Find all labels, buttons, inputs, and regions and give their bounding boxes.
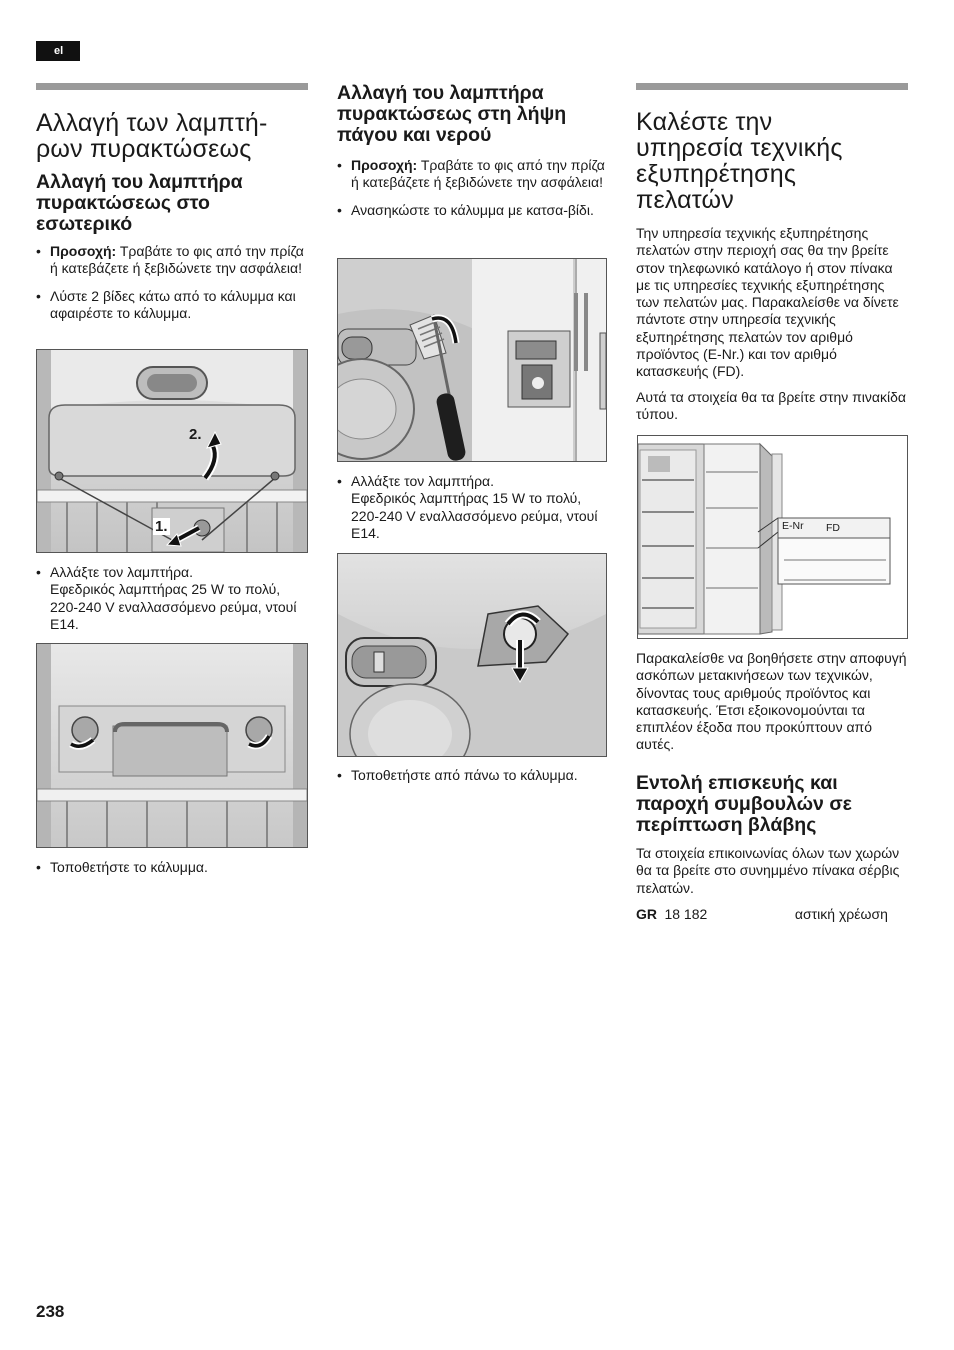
col3-title-line1: Καλέστε την <box>636 108 773 136</box>
col1-bullets-bottom <box>36 859 312 876</box>
col1-title <box>36 110 308 162</box>
col3-contact-paragraph: Τα στοιχεία επικοινωνίας όλων των χωρών θα τα βρείτε στο συνημμένο πίνακα σέρβις πελατών. <box>636 845 900 896</box>
col2-lift-cover-text: Ανασηκώστε το κάλυμμα με κατσα-βίδι. <box>351 201 594 218</box>
col3-help-paragraph-box <box>636 650 910 754</box>
col1-title-line2: ρων πυρακτώσεως <box>36 135 252 163</box>
col2-bullet-warning <box>337 157 607 192</box>
figure-bulb-replace-dispenser <box>337 553 607 757</box>
col2-warning-label: Προσοχή: <box>351 157 418 173</box>
col3-subtitle-line1: Εντολή επισκευής και <box>636 772 838 794</box>
service-phone-number: 18 182 <box>664 906 708 922</box>
col3-contact-box <box>636 845 910 897</box>
col1-subtitle <box>36 172 308 235</box>
figure-rating-plate <box>637 435 908 639</box>
figure-step-1-label: 1. <box>155 518 168 535</box>
service-phone-row <box>636 906 910 924</box>
col1-bullet-unscrew <box>36 288 312 323</box>
col2-bullet-replace <box>337 473 607 542</box>
section-rule-col1 <box>36 83 308 90</box>
col1-bullet-replace <box>36 564 312 633</box>
col1-bullets-mid <box>36 564 312 633</box>
col1-replace-line2: Εφεδρικός λαμπτήρας 25 W το πολύ, 220-240 V εναλλασσόμενο ρεύμα, ντουί E14. <box>50 581 297 632</box>
col1-warning-label: Προσοχή: <box>50 243 117 259</box>
col3-title-line4: πελατών <box>636 186 734 214</box>
service-phone-note: αστική χρέωση <box>794 906 888 922</box>
figure-cover-removal <box>36 349 308 553</box>
figure-bulb-replace-interior <box>36 643 308 848</box>
plate-fd-label: FD <box>826 522 840 534</box>
col2-replace-line2: Εφεδρικός λαμπτήρας 15 W το πολύ, 220-240 V εναλλασσόμενο ρεύμα, ντουί E14. <box>351 490 598 541</box>
figure-step-2-label: 2. <box>189 426 202 443</box>
col2-warning-text: Τραβάτε το φις από την πρίζα ή κατεβάζετε ή ξεβιδώνετε την ασφάλεια! <box>351 157 605 191</box>
language-tag <box>36 41 80 61</box>
col3-subtitle <box>636 773 910 836</box>
col2-title-line3: πάγου και νερού <box>337 124 492 146</box>
plate-enr-label: E-Nr <box>782 520 804 532</box>
col2-bullet-lift-cover <box>337 202 607 219</box>
section-rule-col3 <box>636 83 908 90</box>
col2-title-line1: Αλλαγή του λαμπτήρα <box>337 82 544 104</box>
col1-unscrew-text: Λύστε 2 βίδες κάτω από το κάλυμμα και αφαιρέστε το κάλυμμα. <box>50 287 296 321</box>
col1-subtitle-line1: Αλλαγή του λαμπτήρα <box>36 171 243 193</box>
col1-bullet-warning <box>36 243 312 278</box>
service-country-code: GR <box>636 906 657 922</box>
col1-title-line1: Αλλαγή των λαμπτή- <box>36 109 268 137</box>
language-tag-text: el <box>54 45 64 57</box>
col3-intro <box>636 225 910 423</box>
col2-replace-line1: Αλλάξτε τον λαμπτήρα. <box>351 473 495 489</box>
col2-title-line2: πυρακτώσεως στη λήψη <box>337 103 567 125</box>
col1-warning-text: Τραβάτε το φις από την πρίζα ή κατεβάζετε ή ξεβιδώνετε την ασφάλεια! <box>50 243 304 277</box>
col3-title-line2: υπηρεσία τεχνικής <box>636 134 843 162</box>
col1-fit-cover-text: Τοποθετήστε το κάλυμμα. <box>50 859 208 875</box>
col1-subtitle-line3: εσωτερικό <box>36 213 133 235</box>
figure-screwdriver-cover <box>337 258 607 462</box>
page-number: 238 <box>36 1302 65 1321</box>
col2-title <box>337 83 607 146</box>
col1-subtitle-line2: πυρακτώσεως στο <box>36 192 210 214</box>
col1-bullet-fit-cover <box>36 859 312 876</box>
col3-plate-paragraph: Αυτά τα στοιχεία θα τα βρείτε στην πινακίδα τύπου. <box>636 388 906 422</box>
col3-intro-paragraph: Την υπηρεσία τεχνικής εξυπηρέτησης πελατών στην περιοχή σας θα την βρείτε στον τηλεφωνικό κατάλογο ή στον πίνακα με τις υπηρεσίες τεχνικής εξυπηρέτησης των πελατών μας. Παρακαλείσθε να δίνετε πάντοτε στην υπηρεσία τεχνικής εξυπηρέτησης πελατών τον αριθμό προϊόντος (E-Nr.) και τον αριθμό κατασκευής (FD). <box>636 225 899 380</box>
col2-bullets-mid <box>337 473 607 542</box>
col2-bullets-bottom <box>337 767 607 784</box>
col2-fit-cover-text: Τοποθετήστε από πάνω το κάλυμμα. <box>351 767 578 783</box>
col3-help-paragraph: Παρακαλείσθε να βοηθήσετε στην αποφυγή ασκόπων μετακινήσεων των τεχνικών, δίνοντας τους αριθμούς προϊόντος και κατασκευής. Έτσι εξοικονομούνται τα επιπλέον έξοδα που προκύπτουν από αυτές. <box>636 650 907 753</box>
col1-replace-line1: Αλλάξτε τον λαμπτήρα. <box>50 564 194 580</box>
col3-title-line3: εξυπηρέτησης <box>636 160 797 188</box>
col3-subtitle-line3: περίπτωση βλάβης <box>636 814 817 836</box>
col2-bullets-top <box>337 157 607 219</box>
col3-title <box>636 109 908 213</box>
col2-bullet-fit-cover <box>337 767 607 784</box>
col1-bullets-top <box>36 243 312 322</box>
col3-subtitle-line2: παροχή συμβουλών σε <box>636 793 852 815</box>
